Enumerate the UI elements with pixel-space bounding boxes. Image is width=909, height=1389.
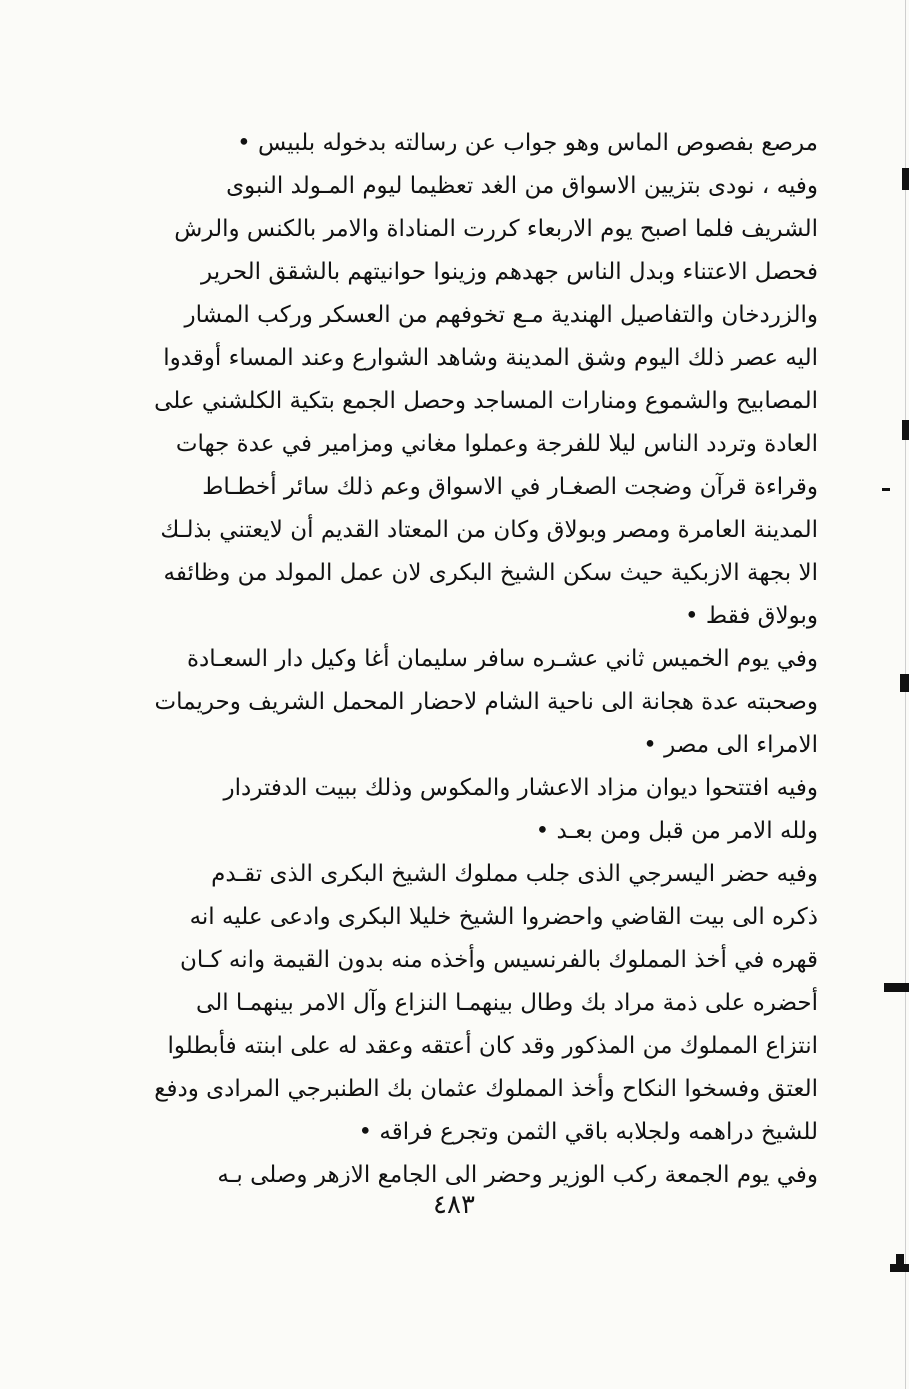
text-line: قهره في أخذ المملوك بالفرنسيس وأخذه منه بدون القيمة وانه كـان — [180, 947, 818, 973]
body-text — [118, 122, 818, 1197]
page-edge — [905, 0, 906, 1389]
text-line: مرصع بفصوص الماس وهو جواب عن رسالته بدخوله بلبيس • — [237, 130, 818, 156]
text-line: وصحبته عدة هجانة الى ناحية الشام لاحضار المحمل الشريف وحريمات — [154, 689, 818, 715]
text-line: المدينة العامرة ومصر وبولاق وكان من المعتاد القديم أن لايعتني بذلـك — [160, 517, 818, 543]
scan-mark — [900, 674, 909, 692]
scan-mark — [902, 168, 909, 190]
text-line: وفيه ، نودى بتزيين الاسواق من الغد تعظيما ليوم المـولد النبوى — [226, 173, 818, 199]
text-line: وبولاق فقط • — [684, 603, 818, 629]
text-line: وفي يوم الخميس ثاني عشـره سافر سليمان أغا وكيل دار السعـادة — [186, 646, 818, 672]
text-line: انتزاع المملوك من المذكور وقد كان أعتقه وعقد له على ابنته فأبطلوا — [167, 1033, 818, 1059]
text-line: وفيه حضر اليسرجي الذى جلب مملوك الشيخ البكرى الذى تقـدم — [211, 861, 818, 887]
text-line: العتق وفسخوا النكاح وأخذ المملوك عثمان بك الطنبرجي المرادى ودفع — [154, 1076, 818, 1102]
scan-mark — [902, 420, 909, 440]
scan-mark — [882, 488, 890, 491]
text-line: الا بجهة الازبكية حيث سكن الشيخ البكرى لان عمل المولد من وظائفه — [163, 560, 818, 586]
text-line: الامراء الى مصر • — [643, 732, 818, 758]
text-line: الشريف فلما اصبح يوم الاربعاء كررت المناداة والامر بالكنس والرش — [174, 216, 818, 242]
text-line: وقراءة قرآن وضجت الصغـار في الاسواق وعم ذلك سائر أخطـاط — [202, 474, 818, 500]
text-line: وفي يوم الجمعة ركب الوزير وحضر الى الجامع الازهر وصلى بـه — [217, 1162, 818, 1188]
text-line: المصابيح والشموع ومنارات المساجد وحصل الجمع بتكية الكلشني على — [154, 388, 818, 414]
scan-mark — [884, 983, 909, 992]
scan-mark — [890, 1264, 909, 1272]
text-line: للشيخ دراهمه ولجلابه باقي الثمن وتجرع فراقه • — [358, 1119, 818, 1145]
text-line: ذكره الى بيت القاضي واحضروا الشيخ خليلا البكرى وادعى عليه انه — [189, 904, 818, 930]
text-line: أحضره على ذمة مراد بك وطال بينهمـا النزاع وآل الامر بينهمـا الى — [196, 990, 818, 1016]
text-line: فحصل الاعتناء وبدل الناس جهدهم وزينوا حوانيتهم بالشقق الحرير — [201, 259, 818, 285]
text-line: العادة وتردد الناس ليلا للفرجة وعملوا مغاني ومزامير في عدة جهات — [175, 431, 818, 457]
text-line: وفيه افتتحوا ديوان مزاد الاعشار والمكوس وذلك ببيت الدفتردار — [223, 775, 818, 801]
page-number: ٤٨٣ — [433, 1190, 475, 1220]
text-line: ولله الامر من قبل ومن بعـد • — [535, 818, 818, 844]
text-line: والزردخان والتفاصيل الهندية مـع تخوفهم من العسكر وركب المشار — [184, 302, 818, 328]
text-line: اليه عصر ذلك اليوم وشق المدينة وشاهد الشوارع وعند المساء أوقدوا — [163, 345, 818, 371]
